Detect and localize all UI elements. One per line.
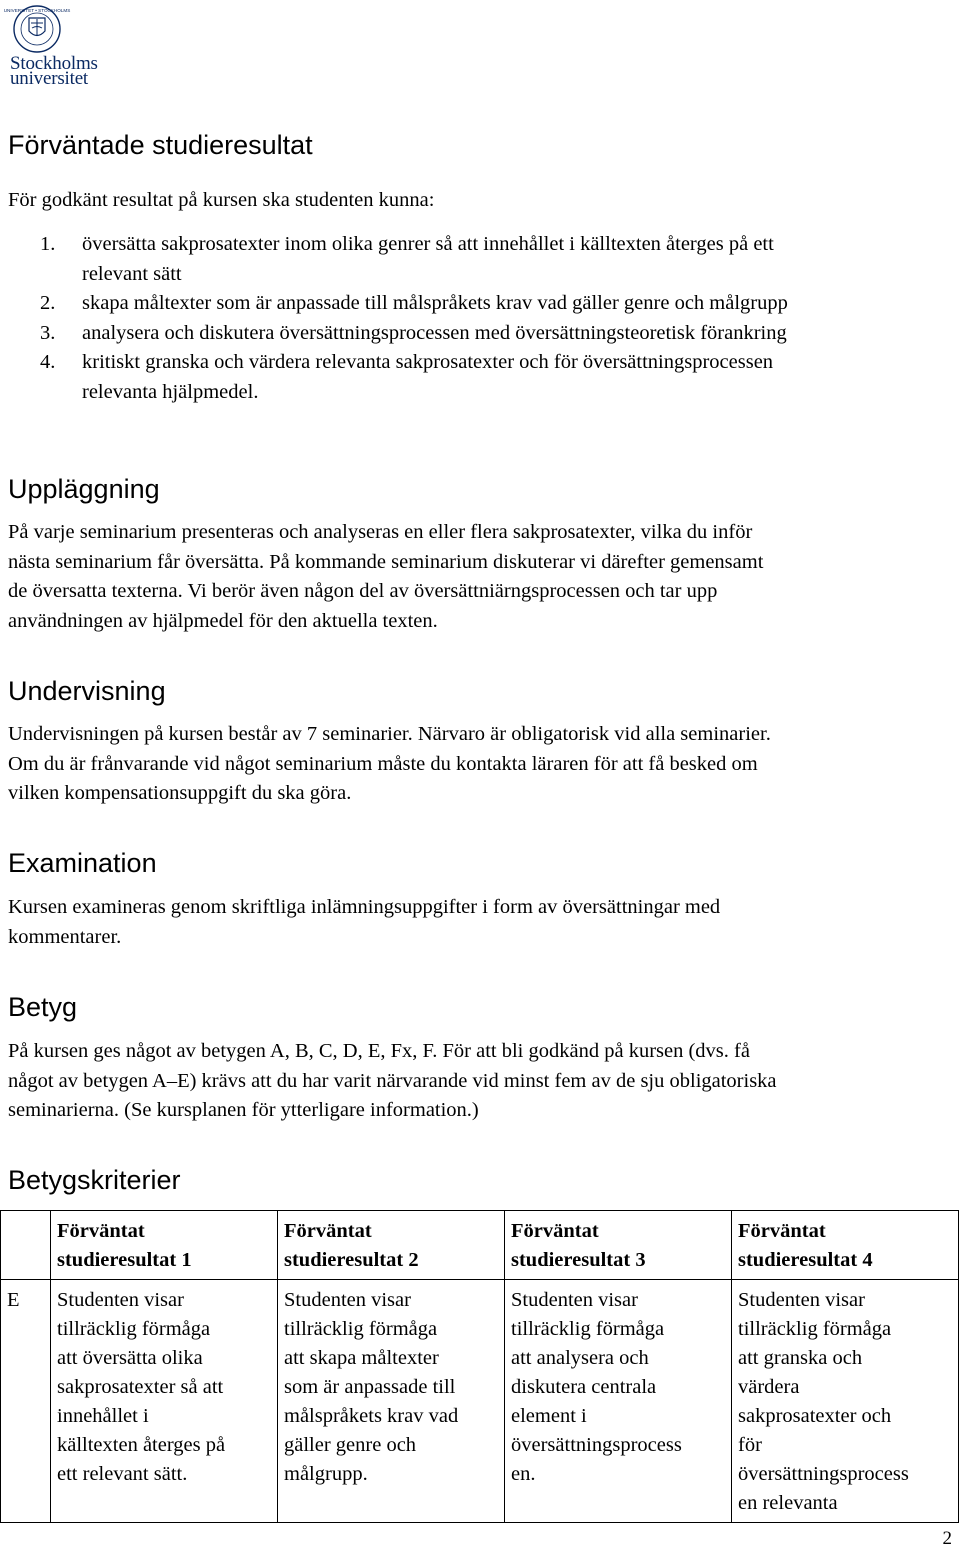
grade-cell [1,1280,51,1523]
paragraph-line: kommentarer. [8,925,122,948]
paragraph-line: På varje seminarium presenteras och analyseras en eller flera sakprosatexter, vilka du inför [8,521,753,543]
cell-line: målgrupp. [284,1463,368,1485]
header-line: Förväntat [284,1220,372,1242]
paragraph-line: användningen av hjälpmedel för den aktuella texten. [8,609,438,632]
cell-line: Studenten visar [511,1289,638,1311]
list-item-number: 4. [40,351,56,373]
paragraph-line: vilken kompensationsuppgift du ska göra. [8,782,352,804]
cell-line: gäller genre och [284,1434,417,1456]
table-column-header [278,1211,505,1280]
paragraph-line: Kursen examineras genom skriftliga inlämningsuppgifter i form av översättningar med [8,896,721,918]
list-item-line: relevant sätt [82,262,182,285]
cell-line: tillräcklig förmåga [511,1318,665,1340]
heading-grades: Betyg [8,992,78,1022]
paragraph-line: de översatta texterna. Vi berör även någon del av översättniärngsprocessen och tar upp [8,580,718,602]
list-item [8,319,948,349]
heading-examination: Examination [8,848,157,878]
header-line: Förväntat [511,1220,599,1242]
table-row [1,1280,959,1523]
seal-text: UNIVERSITET • STOCKHOLMS [3,8,71,13]
paragraph-line: Om du är frånvarande vid något seminarium måste du kontakta läraren för att få besked om [8,752,758,775]
table-cell [278,1280,505,1523]
cell-line: tillräcklig förmåga [738,1318,892,1340]
paragraph-line: seminarierna. (Se kursplanen för ytterligare information.) [8,1099,479,1121]
header-line: Förväntat [738,1220,826,1242]
university-seal-icon [3,4,71,56]
list-item-line: skapa måltexter som är anpassade till målspråkets krav vad gäller genre och målgrupp [82,292,788,314]
list-item [8,230,948,289]
header-line: studieresultat 1 [57,1249,192,1271]
list-item-line: analysera och diskutera översättningsprocessen med översättningsteoretisk förankring [82,321,787,344]
table-column-header [51,1211,278,1280]
cell-line: ett relevant sätt. [57,1463,188,1485]
table-header-row [1,1211,959,1280]
cell-line: innehållet i [57,1405,149,1427]
cell-line: sakprosatexter och [738,1405,892,1427]
cell-line: Studenten visar [738,1289,865,1311]
logo-wordmark-line1: Stockholms [10,53,98,74]
cell-line: att skapa måltexter [284,1347,439,1369]
paragraph-line: nästa seminarium får översätta. På kommande seminarium diskuterar vi därefter gemensamt [8,550,764,573]
cell-line: sakprosatexter så att [57,1376,224,1398]
table-cell [51,1280,278,1523]
header-line: studieresultat 4 [738,1249,873,1271]
heading-teaching: Undervisning [8,676,166,706]
cell-line: Studenten visar [57,1289,184,1311]
table-cell [505,1280,732,1523]
examination-paragraph [8,893,948,952]
cell-line: Studenten visar [284,1289,411,1311]
logo-wordmark-line2: universitet [10,68,89,89]
list-item-number: 3. [40,321,56,344]
table-cell [732,1280,959,1523]
list-item-line: relevanta hjälpmedel. [82,380,259,403]
list-item-number: 1. [40,233,56,255]
paragraph-line: Undervisningen på kursen består av 7 seminarier. Närvaro är obligatorisk vid alla seminarier. [8,723,771,745]
list-item-line: översätta sakprosatexter inom olika genrer så att innehållet i källtexten återges på ett [82,233,774,255]
header-line: studieresultat 3 [511,1249,646,1271]
cell-line: värdera [738,1376,800,1398]
cell-line: tillräcklig förmåga [284,1318,438,1340]
cell-line: att analysera och [511,1347,649,1369]
cell-line: som är anpassade till [284,1376,456,1398]
outcomes-intro-line: För godkänt resultat på kursen ska studenten kunna: [8,189,435,211]
list-item [8,289,948,319]
cell-line: källtexten återges på [57,1434,226,1456]
cell-line: tillräcklig förmåga [57,1318,211,1340]
cell-line: element i [511,1405,587,1427]
cell-line: diskutera centrala [511,1376,657,1398]
list-item-number: 2. [40,292,56,314]
header-line: Förväntat [57,1220,145,1242]
table-column-header [732,1211,959,1280]
heading-outcomes: Förväntade studieresultat [8,130,313,160]
cell-line: en. [511,1463,536,1485]
teaching-paragraph [8,720,948,809]
cell-line: översättningsprocess [738,1463,909,1485]
paragraph-line: något av betygen A–E) krävs att du har varit närvarande vid minst fem av de sju obligatoriska [8,1069,777,1092]
heading-criteria: Betygskriterier [8,1165,181,1195]
cell-line: att översätta olika [57,1347,203,1369]
page-number: 2 [942,1528,952,1549]
cell-line: målspråkets krav vad [284,1405,459,1427]
criteria-table [0,1210,959,1523]
grade-label: E [7,1289,20,1311]
cell-line: för [738,1434,762,1456]
layout-paragraph [8,518,948,636]
cell-line: översättningsprocess [511,1434,682,1456]
grades-paragraph [8,1037,948,1126]
list-item [8,348,948,407]
outcomes-list [8,230,948,407]
heading-layout: Uppläggning [8,474,160,504]
cell-line: att granska och [738,1347,863,1369]
outcomes-intro [8,186,948,216]
paragraph-line: På kursen ges något av betygen A, B, C, D, E, Fx, F. För att bli godkänd på kursen (dvs. få [8,1040,750,1062]
header-line: studieresultat 2 [284,1249,419,1271]
university-logo [3,4,110,89]
table-corner-cell [1,1211,51,1280]
list-item-line: kritiskt granska och värdera relevanta sakprosatexter och för översättningsprocessen [82,351,774,373]
cell-line: en relevanta [738,1492,838,1514]
table-column-header [505,1211,732,1280]
